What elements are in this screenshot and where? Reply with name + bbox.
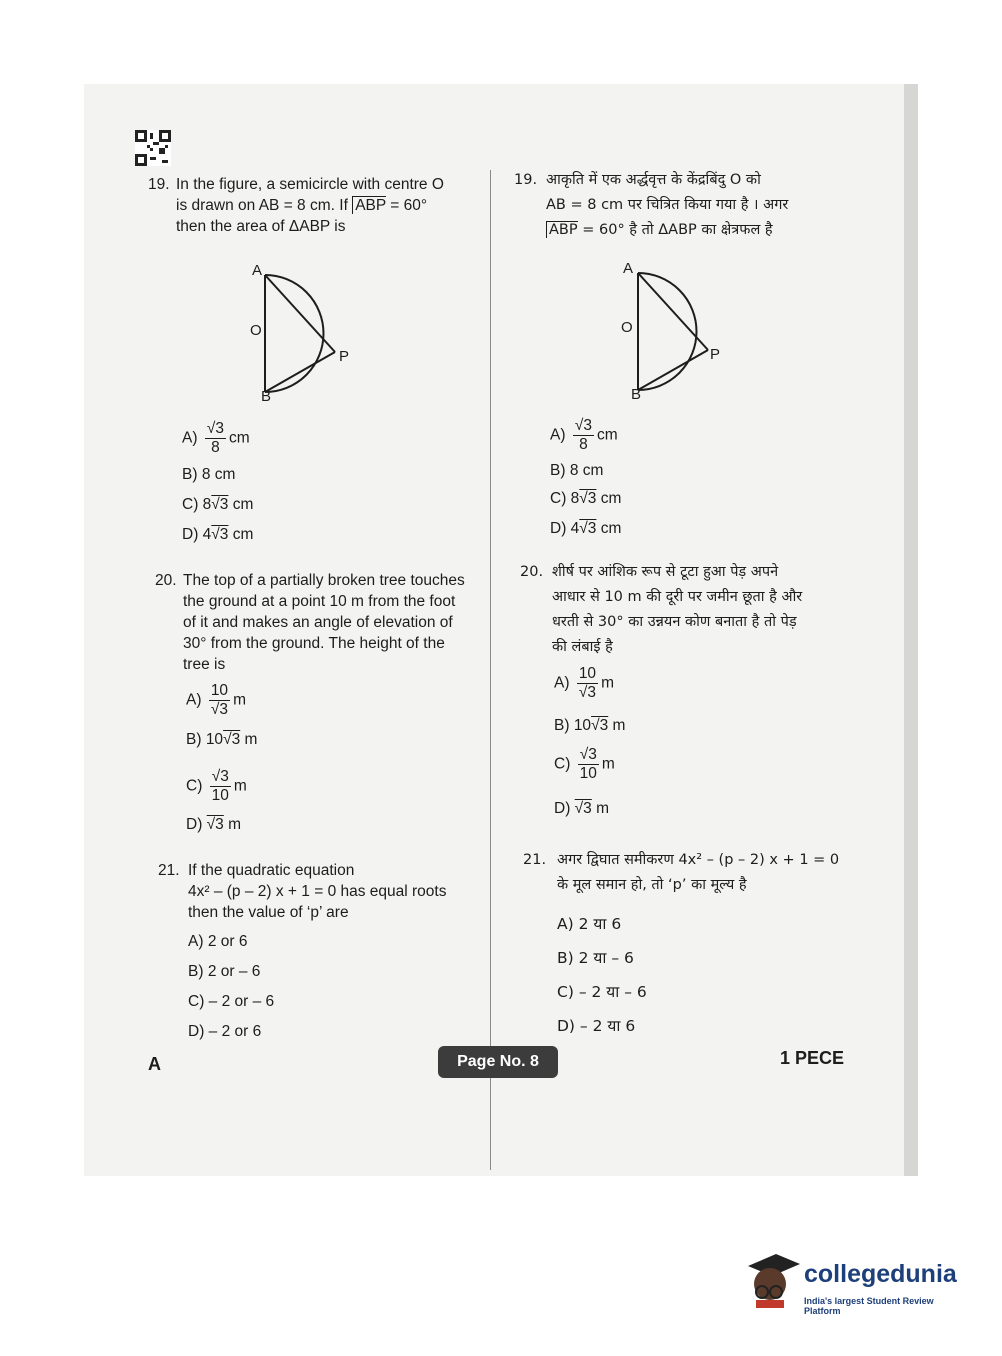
- question-20-hi: [520, 560, 840, 660]
- question-19-en: [148, 174, 478, 237]
- figure-label-o: O: [621, 319, 633, 336]
- option-c[interactable]: C) – 2 or – 6: [188, 993, 275, 1010]
- question-text-line: 4x² – (p – 2) x + 1 = 0 has equal roots: [188, 883, 447, 900]
- question-21-en: [158, 860, 488, 923]
- question-20-en: [155, 570, 485, 675]
- figure-label-p: P: [339, 348, 350, 365]
- option-b[interactable]: B) 10√3 m: [186, 731, 258, 748]
- question-text-line: शीर्ष पर आंशिक रूप से टूटा हुआ पेड़ अपने: [552, 564, 779, 580]
- question-text-line: धरती से 30° का उन्नयन कोण बनाता है तो पेड़: [552, 614, 797, 630]
- option-a[interactable]: A) $\frac{10}{√3}$ m: [554, 665, 614, 701]
- option-d[interactable]: D) √3 m: [554, 800, 610, 817]
- option-a[interactable]: A) $\frac{√3}{8}$ cm: [550, 417, 618, 453]
- figure-label-b: B: [631, 386, 642, 403]
- option-b[interactable]: B) 2 या – 6: [557, 949, 634, 967]
- collegedunia-logo[interactable]: [742, 1248, 972, 1318]
- paper-code: 1 PECE: [780, 1048, 845, 1068]
- option-c[interactable]: C) $\frac{√3}{10}$ m: [186, 768, 247, 804]
- question-text-line: की लंबाई है: [552, 639, 613, 655]
- option-b[interactable]: B) 2 or – 6: [188, 963, 261, 980]
- question-text-line: tree is: [183, 656, 226, 673]
- question-text-line: के मूल समान हो, तो ‘p’ का मूल्य है: [557, 877, 747, 893]
- question-text-line: If the quadratic equation: [188, 862, 355, 879]
- question-text-line: 30° from the ground. The height of the: [183, 635, 445, 652]
- question-text-line: आकृति में एक अर्द्धवृत्त के केंद्रबिंदु O को: [546, 172, 761, 188]
- option-d[interactable]: D) 4√3 cm: [182, 526, 254, 543]
- angle-symbol: ABP: [352, 196, 386, 214]
- option-c[interactable]: C) $\frac{√3}{10}$ m: [554, 746, 615, 782]
- option-a[interactable]: A) 2 or 6: [188, 933, 248, 950]
- option-d[interactable]: D) 4√3 cm: [550, 520, 622, 537]
- question-number: 19.: [514, 172, 538, 188]
- question-text-line: the ground at a point 10 m from the foot: [183, 593, 456, 610]
- option-a[interactable]: A) $\frac{10}{√3}$ m: [186, 682, 246, 718]
- figure-label-p: P: [710, 346, 721, 363]
- question-text-line: is drawn on AB = 8 cm. If ABP = 60°: [176, 197, 428, 214]
- question-text-line: In the figure, a semicircle with centre O: [176, 176, 444, 193]
- question-text-line: ABP = 60° है तो ΔABP का क्षेत्रफल है: [546, 218, 834, 243]
- option-a[interactable]: A) 2 या 6: [557, 915, 622, 933]
- option-d[interactable]: D) – 2 या 6: [557, 1017, 636, 1035]
- page-number-badge: Page No. 8: [438, 1046, 558, 1078]
- figure-label-a: A: [252, 262, 263, 279]
- option-c[interactable]: C) – 2 या – 6: [557, 983, 647, 1001]
- question-text-line: अगर द्विघात समीकरण 4x² – (p – 2) x + 1 = 0: [557, 852, 840, 868]
- question-19-hi: [514, 168, 834, 243]
- question-text-line: then the area of ΔABP is: [176, 218, 346, 235]
- question-text-line: then the value of ‘p’ are: [188, 904, 349, 921]
- option-b[interactable]: B) 8 cm: [550, 462, 604, 479]
- qr-code-icon: [135, 130, 171, 166]
- series-code: A: [148, 1054, 161, 1074]
- question-number: 20.: [520, 564, 544, 580]
- option-a[interactable]: A) $\frac{√3}{8}$ cm: [182, 420, 250, 456]
- question-number: 19.: [148, 176, 170, 193]
- question-text-line: आधार से 10 m की दूरी पर जमीन छूता है और: [552, 589, 803, 605]
- question-21-hi: [523, 848, 843, 898]
- angle-symbol: ABP: [546, 221, 578, 238]
- logo-tagline: India's largest Student Review Platform: [804, 1296, 934, 1316]
- question-number: 21.: [523, 852, 547, 868]
- semicircle-figure: [628, 268, 728, 398]
- logo-wordmark: collegedunia: [804, 1260, 957, 1288]
- semicircle-figure: [255, 270, 355, 400]
- option-d[interactable]: D) √3 m: [186, 816, 242, 833]
- figure-label-a: A: [623, 260, 634, 277]
- question-text-line: AB = 8 cm पर चित्रित किया गया है । अगर: [546, 197, 789, 213]
- option-c[interactable]: C) 8√3 cm: [182, 496, 254, 513]
- figure-label-o: O: [250, 322, 262, 339]
- question-text-line: of it and makes an angle of elevation of: [183, 614, 453, 631]
- mascot-icon: [742, 1248, 802, 1314]
- option-b[interactable]: B) 10√3 m: [554, 717, 626, 734]
- option-b[interactable]: B) 8 cm: [182, 466, 236, 483]
- question-number: 20.: [155, 572, 177, 589]
- option-d[interactable]: D) – 2 or 6: [188, 1023, 262, 1040]
- figure-label-b: B: [261, 388, 272, 405]
- question-number: 21.: [158, 862, 180, 879]
- question-text-line: The top of a partially broken tree touches: [183, 572, 465, 589]
- option-c[interactable]: C) 8√3 cm: [550, 490, 622, 507]
- column-divider: [490, 170, 491, 1170]
